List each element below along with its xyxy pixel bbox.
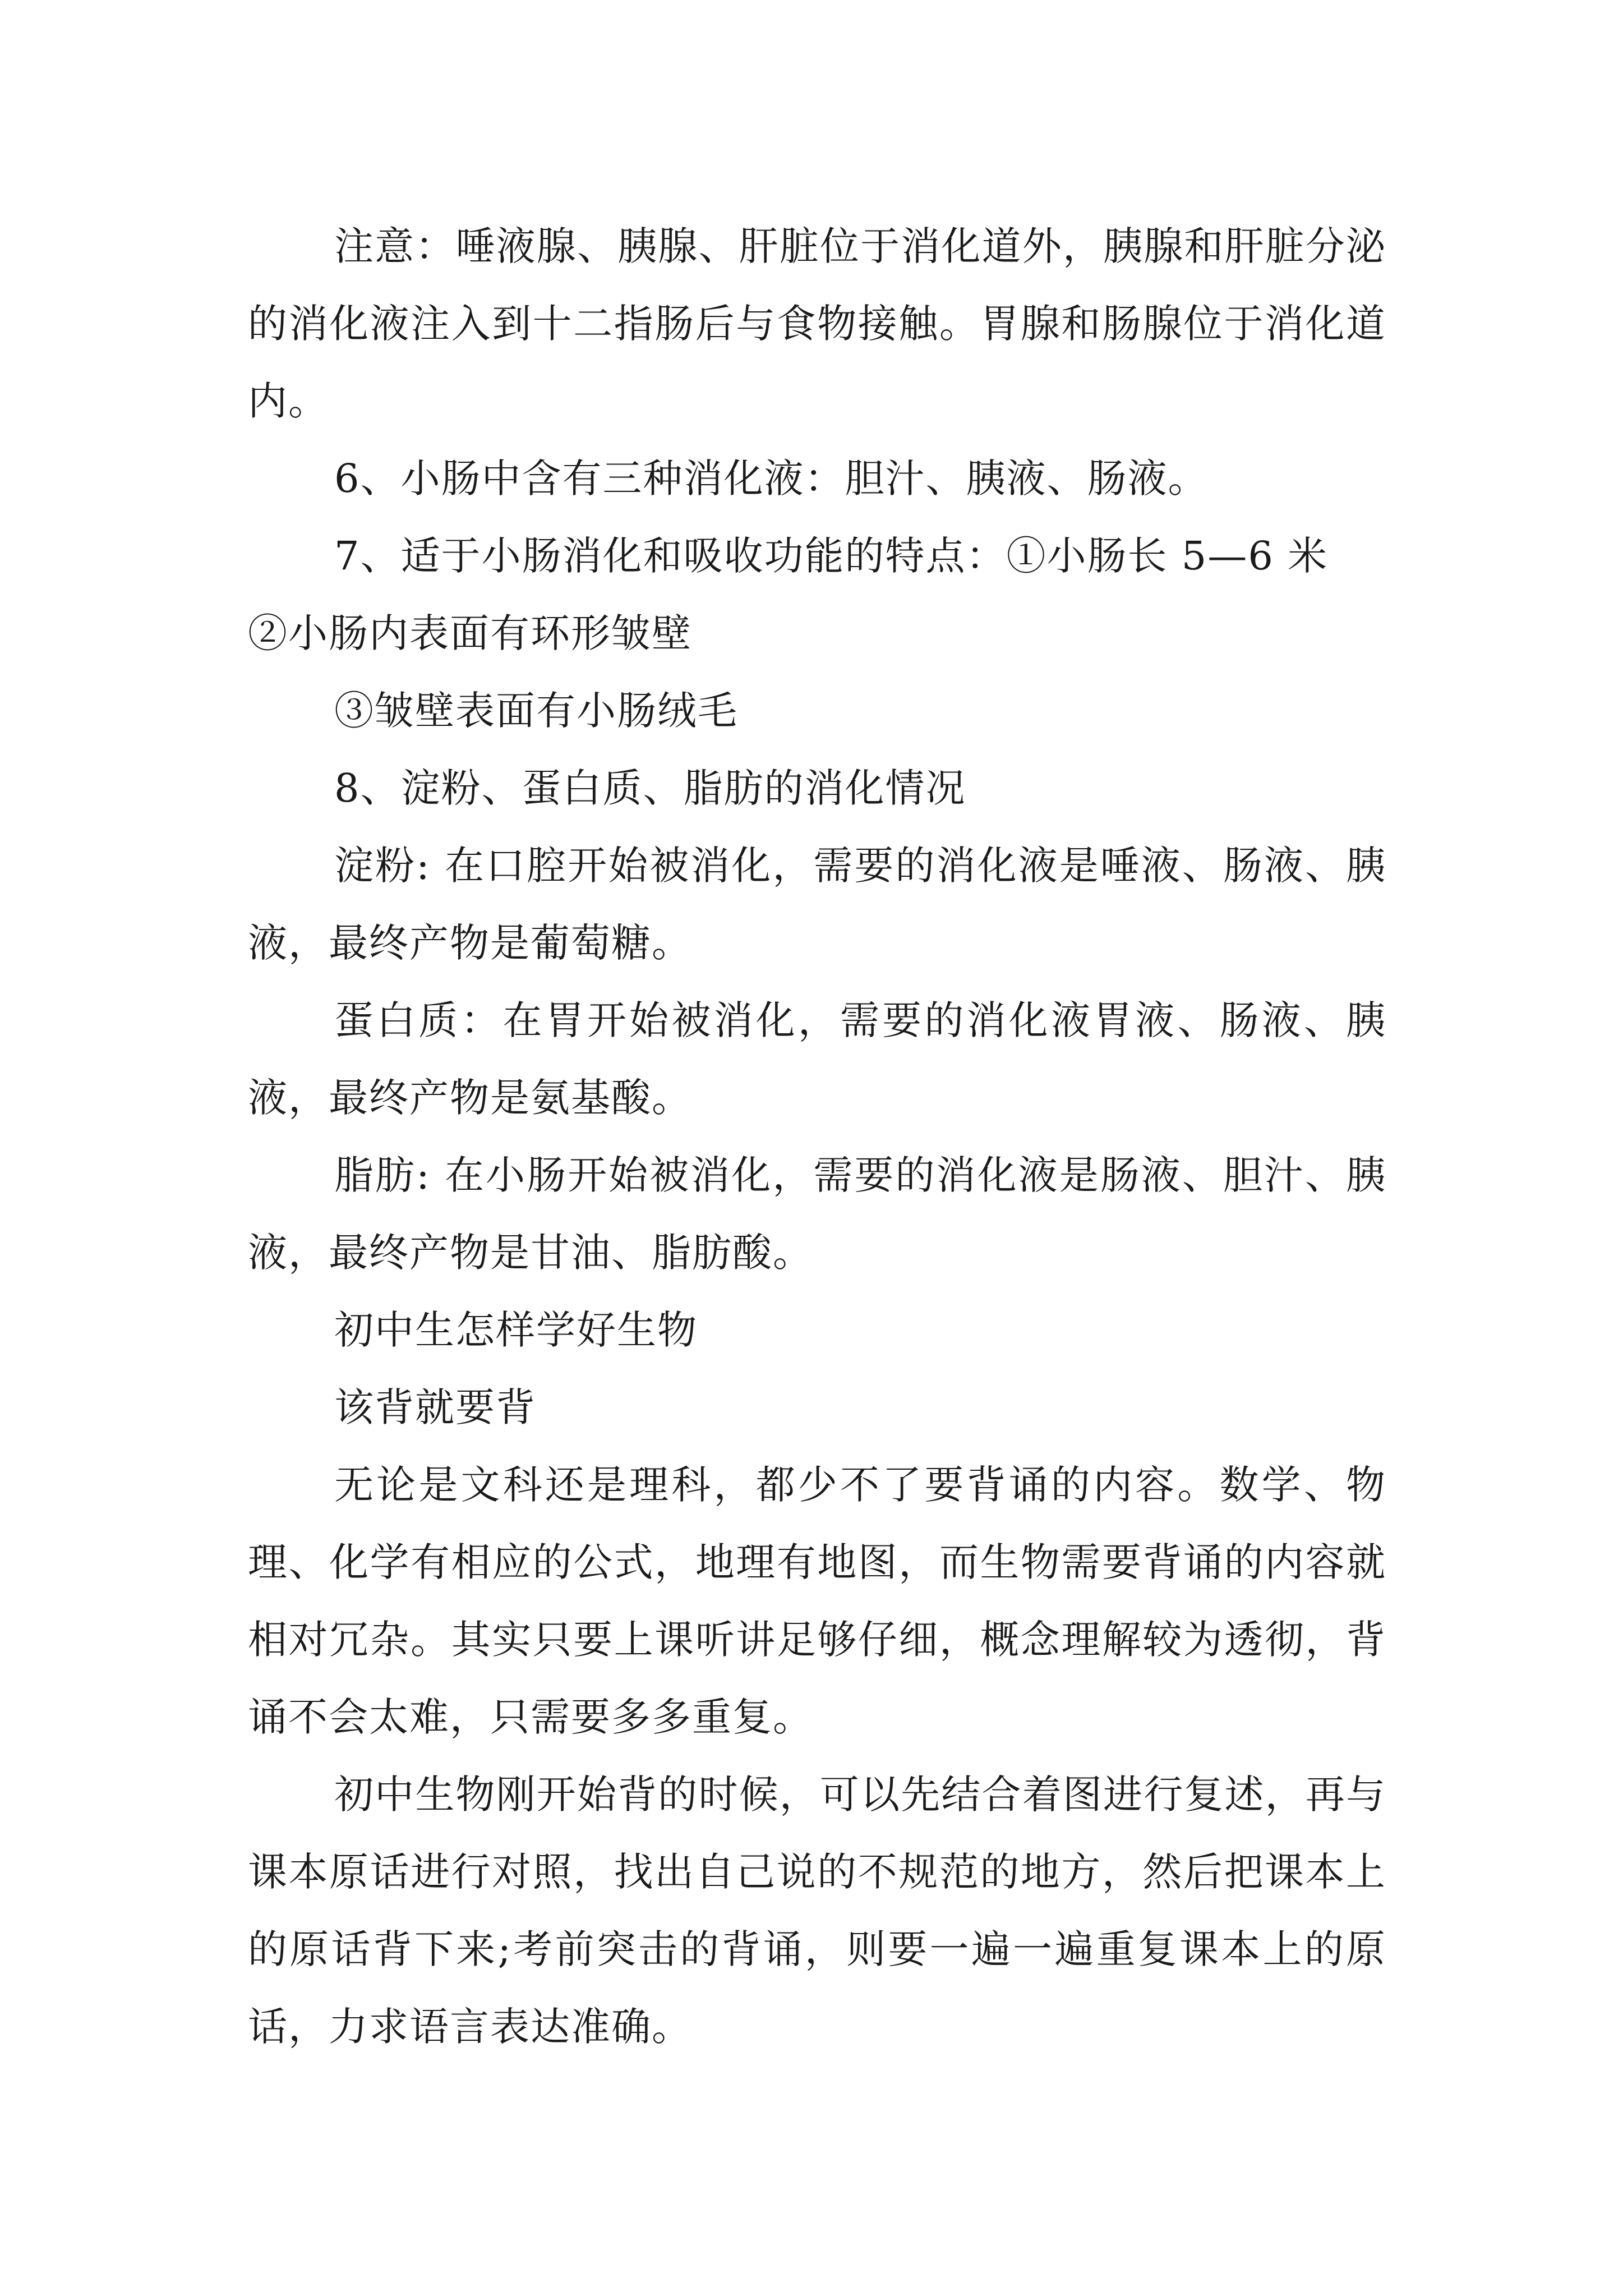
section-heading: 初中生怎样学好生物 <box>334 1307 698 1353</box>
paragraph-note-glands: 注意：唾液腺、胰腺、肝脏位于消化道外，胰腺和肝脏分泌的消化液注入到十二指肠后与食物接触。胃腺和肠腺位于消化道内。 <box>248 223 1386 424</box>
paragraph-memorization: 无论是文科还是理科，都少不了要背诵的内容。数学、物理、化学有相应的公式，地理有地图，而生物需要背诵的内容就相对冗杂。其实只要上课听讲足够仔细，概念理解较为透彻，背诵不会太难，只需要多多重复。 <box>248 1462 1386 1740</box>
paragraph-fat: 脂肪: 在小肠开始被消化，需要的消化液是肠液、胆汁、胰液，最终产物是甘油、脂肪酸。 <box>248 1152 1386 1276</box>
paragraph-item-7-point-3: ③皱壁表面有小肠绒毛 <box>334 688 738 734</box>
paragraph-protein: 蛋白质：在胃开始被消化，需要的消化液胃液、肠液、胰液，最终产物是氨基酸。 <box>248 997 1386 1121</box>
paragraph-method: 初中生物刚开始背的时候，可以先结合着图进行复述，再与课本原话进行对照，找出自己说的不规范的地方，然后把课本上的原话背下来;考前突击的背诵，则要一遍一遍重复课本上的原话，力求语言表达准确。 <box>248 1772 1386 2050</box>
subsection-heading: 该背就要背 <box>334 1384 536 1430</box>
paragraph-item-7-point-2: ②小肠内表面有环形皱壁 <box>248 610 692 656</box>
paragraph-item-7: 7、适于小肠消化和吸收功能的特点：①小肠长 5—6 米 <box>334 533 1329 579</box>
paragraph-item-8: 8、淀粉、蛋白质、脂肪的消化情况 <box>334 765 966 811</box>
document-body <box>248 208 1386 2065</box>
paragraph-item-6: 6、小肠中含有三种消化液：胆汁、胰液、肠液。 <box>334 455 1209 501</box>
paragraph-starch: 淀粉: 在口腔开始被消化，需要的消化液是唾液、肠液、胰液，最终产物是葡萄糖。 <box>248 843 1386 966</box>
